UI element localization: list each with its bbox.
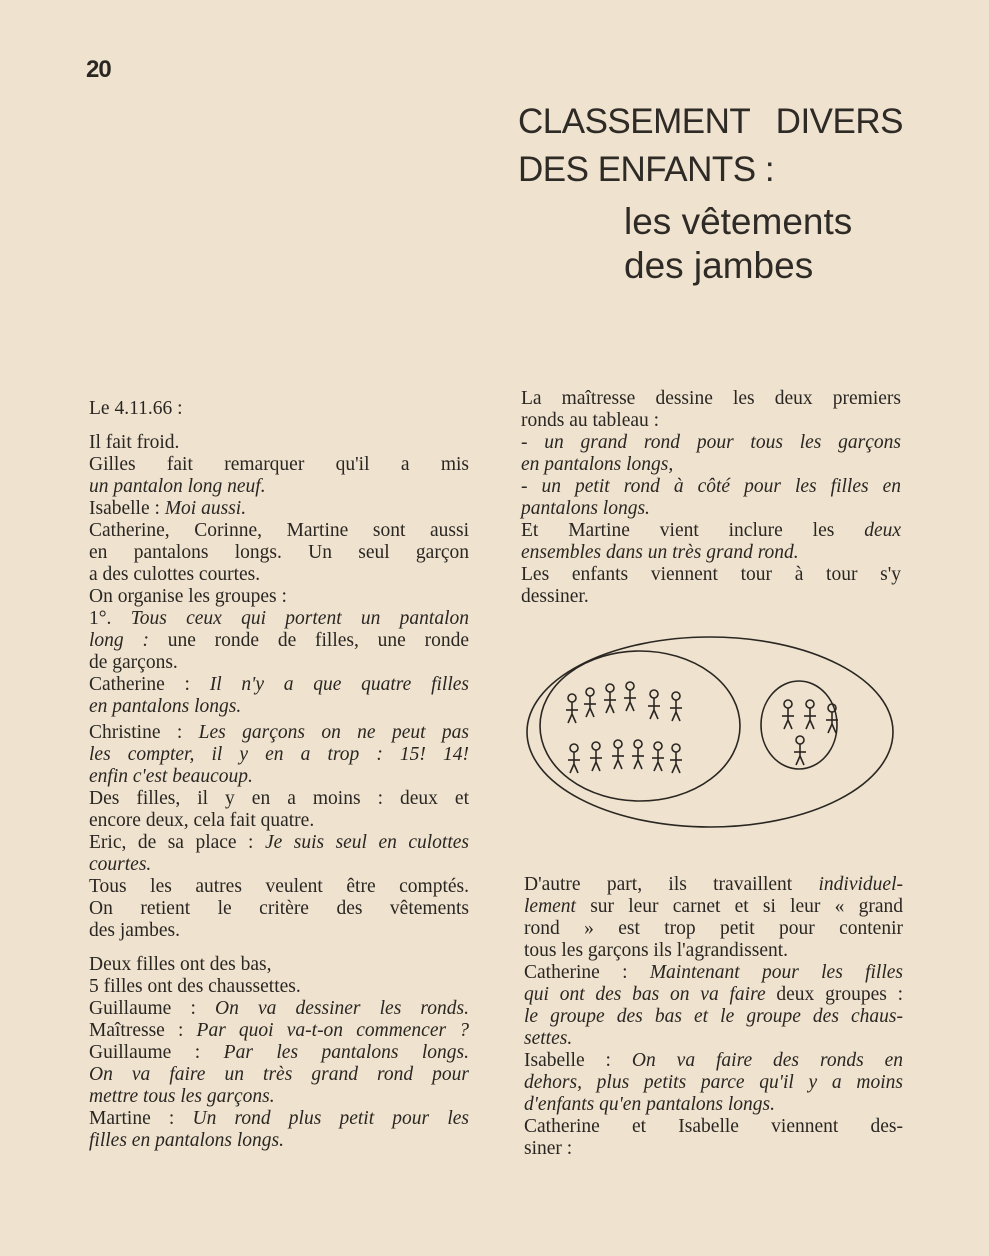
dialogue-line — [89, 498, 469, 520]
speech: Un rond plus petit pour les — [192, 1108, 469, 1129]
child-figure — [804, 700, 816, 729]
speech: mettre tous les garçons. — [89, 1086, 275, 1107]
speaker: Catherine : — [89, 674, 210, 695]
speaker: Isabelle : — [524, 1050, 632, 1071]
paragraph — [524, 896, 903, 918]
speech: Les garçons on ne peut pas — [198, 722, 469, 743]
paragraph: Les enfants viennent tour à tour s'y — [521, 564, 901, 585]
speech: Il n'y a que quatre filles — [209, 674, 470, 695]
paragraph: On organise les groupes : — [89, 586, 287, 607]
speaker: Guillaume : — [89, 1042, 224, 1063]
child-figure — [652, 742, 664, 771]
dialogue-line — [524, 1050, 903, 1072]
paragraph: dessiner. — [521, 586, 589, 607]
sets-diagram — [520, 630, 900, 830]
paragraph: La maîtresse dessine les deux premiers — [521, 388, 901, 409]
child-figure — [566, 694, 578, 723]
dialogue-line — [89, 832, 469, 854]
page-subtitle — [624, 200, 904, 288]
paragraph: a des culottes courtes. — [89, 564, 261, 585]
child-figure — [624, 682, 636, 711]
paragraph — [524, 874, 903, 896]
speech: dehors, plus petits parce qu'il y a moins — [524, 1072, 903, 1093]
speech: filles en pantalons longs. — [89, 1130, 284, 1151]
speech: Moi aussi. — [164, 498, 247, 519]
right-column-top — [521, 388, 901, 608]
text: sur leur carnet et si leur « grand — [575, 896, 903, 917]
paragraph: siner : — [524, 1138, 573, 1159]
speech: Maintenant pour les filles — [649, 962, 904, 983]
page-title — [518, 98, 903, 194]
child-figure — [632, 740, 644, 769]
girls-ring — [761, 681, 837, 769]
speech: en pantalons longs. — [89, 696, 242, 717]
speaker: Martine : — [89, 1108, 193, 1129]
dialogue-line — [89, 1108, 469, 1130]
subtitle-line-1: les vêtements — [624, 201, 853, 242]
speech: Tous ceux qui portent un pantalon — [130, 608, 469, 629]
paragraph: Gilles fait remarquer qu'il a mis — [89, 454, 469, 475]
emphasis: ensembles dans un très grand rond. — [521, 542, 799, 563]
paragraph — [89, 630, 469, 652]
paragraph: Catherine, Corinne, Martine sont aussi — [89, 520, 469, 541]
dialogue-line — [89, 1042, 469, 1064]
dialogue-line — [89, 998, 469, 1020]
emphasis: deux — [864, 520, 901, 541]
speech: long : — [89, 630, 149, 651]
paragraph: Des filles, il y en a moins : deux et — [89, 788, 469, 809]
text: deux groupes : — [765, 984, 904, 1005]
paragraph — [89, 608, 469, 630]
paragraph: Deux filles ont des bas, — [89, 954, 272, 975]
speech: On va dessiner les ronds. — [215, 998, 469, 1019]
paragraph: de garçons. — [89, 652, 178, 673]
speech: les compter, il y en a trop : 15! 14! — [89, 744, 469, 765]
list-number: 1°. — [89, 608, 131, 629]
stick-figures — [566, 682, 838, 773]
child-figure — [794, 736, 806, 765]
title-line-1: CLASSEMENT DIVERS — [518, 102, 903, 141]
speech: d'enfants qu'en pantalons longs. — [524, 1094, 776, 1115]
list-item: - un grand rond pour tous les garçons — [521, 432, 901, 453]
speaker: Isabelle : — [89, 498, 165, 519]
emphasis: lement — [524, 896, 576, 917]
paragraph: tous les garçons ils l'agrandissent. — [524, 940, 789, 961]
paragraph: Catherine et Isabelle viennent des- — [524, 1116, 903, 1137]
dialogue-line — [89, 722, 469, 744]
paragraph: Tous les autres veulent être comptés. — [89, 876, 469, 897]
text: Et Martine vient inclure les — [521, 520, 865, 541]
speaker: Christine : — [89, 722, 199, 743]
speaker: Guillaume : — [89, 998, 215, 1019]
dialogue-line — [89, 674, 469, 696]
list-item: pantalons longs. — [521, 498, 650, 519]
paragraph — [521, 520, 901, 542]
speech: Par quoi va-t-on commencer ? — [196, 1020, 469, 1041]
page-number: 20 — [86, 56, 111, 83]
title-line-2: DES ENFANTS : — [518, 150, 775, 189]
paragraph: en pantalons longs. Un seul garçon — [89, 542, 469, 563]
text: D'autre part, ils travaillent — [524, 874, 819, 895]
paragraph: encore deux, cela fait quatre. — [89, 810, 315, 831]
text: une ronde de filles, une ronde — [148, 630, 469, 651]
paragraph: Il fait froid. — [89, 432, 180, 453]
child-figure — [584, 688, 596, 717]
speech: settes. — [524, 1028, 573, 1049]
child-figure — [612, 740, 624, 769]
date-line: Le 4.11.66 : — [89, 398, 183, 419]
speech: On va faire un très grand rond pour — [89, 1064, 469, 1085]
child-figure — [568, 744, 580, 773]
child-figure — [590, 742, 602, 771]
paragraph: 5 filles ont des chaussettes. — [89, 976, 301, 997]
left-column — [89, 398, 469, 1152]
subtitle-line-2: des jambes — [624, 245, 814, 286]
dialogue-line — [89, 1020, 469, 1042]
list-item: - un petit rond à côté pour les filles en — [521, 476, 901, 497]
speech: On va faire des ronds en — [631, 1050, 903, 1071]
speaker: Catherine : — [524, 962, 650, 983]
paragraph: rond » est trop petit pour contenir — [524, 918, 903, 939]
right-column-bottom — [524, 874, 903, 1160]
child-figure — [604, 684, 616, 713]
dialogue-line — [524, 962, 903, 984]
quote: un pantalon long neuf. — [89, 476, 266, 497]
child-figure — [670, 692, 682, 721]
child-figure — [782, 700, 794, 729]
child-figure — [670, 744, 682, 773]
speaker: Maîtresse : — [89, 1020, 197, 1041]
speech: courtes. — [89, 854, 152, 875]
speech: Par les pantalons longs. — [223, 1042, 470, 1063]
dialogue-line — [524, 984, 903, 1006]
speech: Je suis seul en culottes — [264, 832, 469, 853]
paragraph: des jambes. — [89, 920, 180, 941]
speech: le groupe des bas et le groupe des chaus- — [524, 1006, 903, 1027]
emphasis: individuel- — [818, 874, 903, 895]
speaker: Eric, de sa place : — [89, 832, 265, 853]
boys-ring — [540, 651, 740, 801]
list-item: en pantalons longs, — [521, 454, 674, 475]
paragraph: ronds au tableau : — [521, 410, 660, 431]
speech: enfin c'est beaucoup. — [89, 766, 253, 787]
child-figure — [648, 690, 660, 719]
speech: qui ont des bas on va faire — [524, 984, 766, 1005]
paragraph: On retient le critère des vêtements — [89, 898, 469, 919]
